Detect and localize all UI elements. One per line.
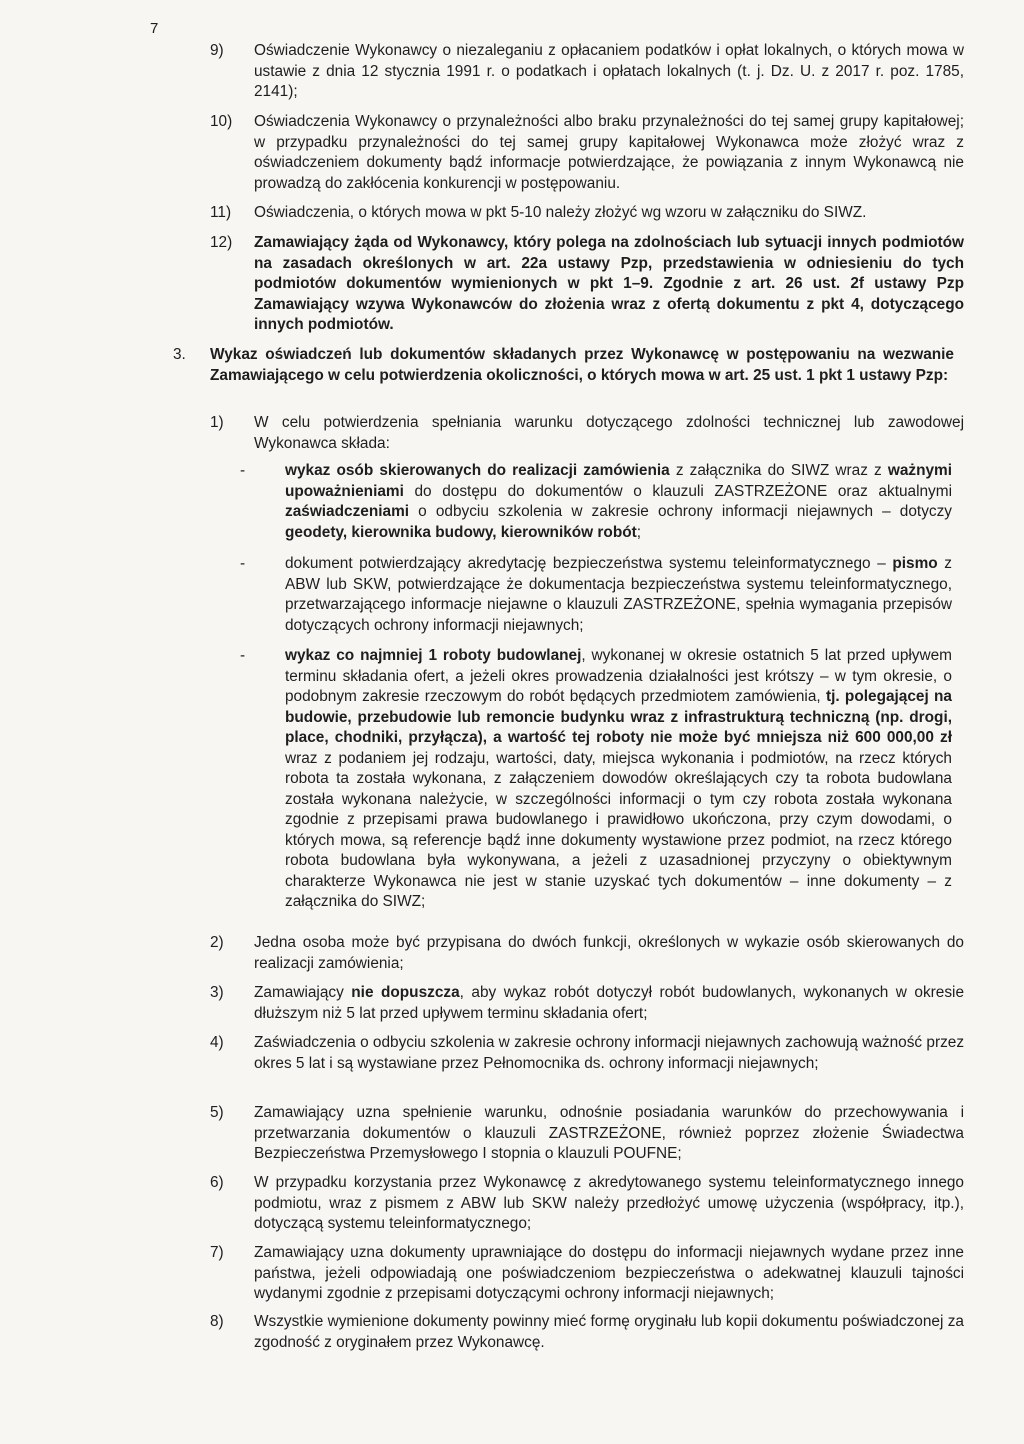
- item-number: 1): [210, 414, 224, 431]
- item-number: 2): [210, 934, 224, 951]
- item-text: Oświadczenia Wykonawcy o przynależności albo braku przynależności do tej samej grupy kapitałowej; w przypadku przynależności do tej samej grupy kapitałowej Wykonawca może złożyć wraz z oświadczeniem dokumenty bądź informacje potwierdzające, że powiązania z innym Wykonawcą nie prowadzą do zakłócenia konkurencji w postępowaniu.: [254, 113, 964, 192]
- section-number: 3.: [173, 346, 186, 363]
- bullet-text: wykaz osób skierowanych do realizacji zamówienia z załącznika do SIWZ wraz z ważnymi upoważnieniami do dostępu do dokumentów o klauzuli ZASTRZEŻONE oraz aktualnymi zaświadczeniami o odbyciu szkolenia w zakresie ochrony informacji niejawnych – dotyczy geodety, kierownika budowy, kierowników robót;: [285, 462, 952, 541]
- bullet-dash: -: [240, 555, 246, 572]
- item-number: 8): [210, 1313, 224, 1330]
- item-text: Wszystkie wymienione dokumenty powinny mieć formę oryginału lub kopii dokumentu poświadczonej za zgodność z oryginałem przez Wykonawcę.: [254, 1313, 964, 1351]
- section-title: Wykaz oświadczeń lub dokumentów składanych przez Wykonawcę w postępowaniu na wezwanie Zamawiającego w celu potwierdzenia okoliczności, o których mowa w art. 25 ust. 1 pkt 1 ustawy Pzp:: [210, 346, 954, 384]
- item-text: Zaświadczenia o odbyciu szkolenia w zakresie ochrony informacji niejawnych zachowują ważność przez okres 5 lat i są wystawiane przez Pełnomocnika ds. ochrony informacji niejawnych;: [254, 1034, 965, 1072]
- item-number: 6): [210, 1174, 224, 1191]
- bullet-text: wykaz co najmniej 1 roboty budowlanej, wykonanej w okresie ostatnich 5 lat przed upływem terminu składania ofert, a jeżeli okres prowadzenia działalności jest krótszy – w tym okresie, o podobnym zakresie rzeczowym do robót będących przedmiotem zamówienia, tj. polegającej na budowie, przebudowie lub remoncie budynku wraz z infrastrukturą techniczną (np. drogi, place, chodniki, przyłącza), a wartość tej roboty nie może być mniejsza niż 600 000,00 zł wraz z podaniem jej rodzaju, wartości, daty, miejsca wykonania i podmiotów, na rzecz których robota ta została wykonana, z załączeniem dowodów określających czy ta robota budowlana została wykonana należycie, w szczególności informacji o tym czy robota została wykonana zgodnie z przepisami prawa budowlanego i prawidłowo ukończona, przy czym dowodami, o których mowa, są referencje bądź inne dokumenty wystawione przez podmiot, na rzecz którego robota budowlana była wykonywana, a jeżeli z uzasadnionej przyczyny o obiektywnym charakterze Wykonawca nie jest w stanie uzyskać tych dokumentów – inne dokumenty – z załącznika do SIWZ;: [285, 647, 952, 910]
- item-number: 11): [210, 204, 232, 221]
- item-text: Zamawiający nie dopuszcza, aby wykaz robót dotyczył robót budowlanych, wykonanych w okresie dłuższym niż 5 lat przed upływem terminu składania ofert;: [254, 984, 965, 1022]
- item-number: 7): [210, 1244, 224, 1261]
- item-text: Zamawiający uzna spełnienie warunku, odnośnie posiadania warunków do przechowywania i przetwarzania dokumentów o klauzuli ZASTRZEŻONE, również poprzez złożenie Świadectwa Bezpieczeństwa Przemysłowego I stopnia o klauzuli POUFNE;: [254, 1104, 964, 1162]
- item-number: 5): [210, 1104, 224, 1121]
- bullet-dash: -: [240, 462, 246, 479]
- item-text: Oświadczenia, o których mowa w pkt 5-10 należy złożyć wg wzoru w załączniku do SIWZ.: [254, 204, 867, 221]
- item-number: 10): [210, 113, 233, 130]
- bullet-text: dokument potwierdzający akredytację bezpieczeństwa systemu teleinformatycznego – pismo z ABW lub SKW, potwierdzające że dokumentacja bezpieczeństwa systemu teleinformatycznego, przetwarzającego informacje niejawne o klauzuli ZASTRZEŻONE, spełnia wymagania przepisów dotyczących ochrony informacji niejawnych;: [285, 555, 952, 634]
- item-text: Oświadczenie Wykonawcy o niezaleganiu z opłacaniem podatków i opłat lokalnych, o których mowa w ustawie z dnia 12 stycznia 1991 r. o podatkach i opłatach lokalnych (t. j. Dz. U. z 2017 r. poz. 1785, 2141);: [254, 42, 964, 100]
- item-number: 9): [210, 42, 224, 59]
- page-number: 7: [150, 20, 159, 37]
- bullet-dash: -: [240, 647, 246, 664]
- item-text: Zamawiający uzna dokumenty uprawniające do dostępu do informacji niejawnych wydane przez inne państwa, jeżeli odpowiadają one poświadczeniom bezpieczeństwa o adekwatnej klauzuli tajności wydanymi zgodnie z przepisami dotyczącymi ochrony informacji niejawnych;: [254, 1244, 964, 1302]
- item-text: W przypadku korzystania przez Wykonawcę z akredytowanego systemu teleinformatycznego innego podmiotu, wraz z pismem z ABW lub SKW należy przedłożyć umowę użyczenia (współpracy, itp.), dotyczącą systemu teleinformatycznego;: [254, 1174, 964, 1232]
- item-text: Zamawiający żąda od Wykonawcy, który polega na zdolnościach lub sytuacji innych podmiotów na zasadach określonych w art. 22a ustawy Pzp, przedstawienia w odniesieniu do tych podmiotów dokumentów wymienionych w pkt 1–9. Zgodnie z art. 26 ust. 2f ustawy Pzp Zamawiający wzywa Wykonawców do złożenia wraz z ofertą dokumentu z pkt 4, dotyczącego innych podmiotów.: [254, 234, 964, 333]
- item-text: W celu potwierdzenia spełniania warunku dotyczącego zdolności technicznej lub zawodowej Wykonawca składa:: [254, 414, 964, 452]
- item-number: 4): [210, 1034, 224, 1051]
- item-text: Jedna osoba może być przypisana do dwóch funkcji, określonych w wykazie osób skierowanych do realizacji zamówienia;: [254, 934, 964, 972]
- item-number: 3): [210, 984, 224, 1001]
- item-number: 12): [210, 234, 233, 251]
